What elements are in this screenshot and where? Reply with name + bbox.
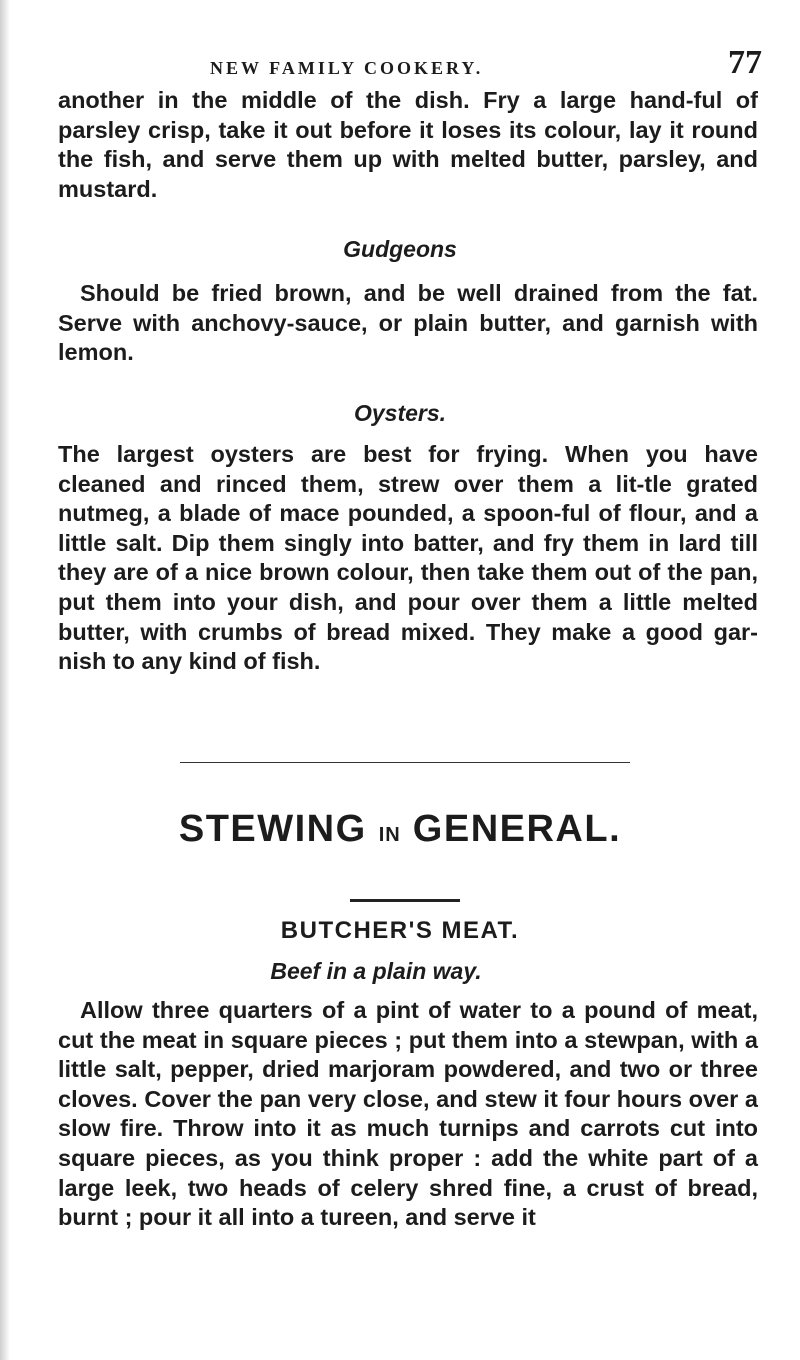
ornamental-rule [350,899,460,902]
section-title-word-stewing: STEWING [178,808,367,850]
paragraph-oysters: The largest oysters are best for frying. When you have cleaned and rinced them, strew over them a lit-tle grated nutmeg, a blade of mace pounded, a spoon-ful of flour, and a little salt. Dip them singly into batter, and fry them in lard till they are of a nice brown colour, then take them out of the pan, put them into your dish, and pour over them a little melted butter, with crumbs of bread mixed. They make a good gar-nish to any kind of fish. [58,441,758,675]
section-divider-rule [180,762,630,763]
heading-butchers-meat: BUTCHER'S MEAT. [280,917,520,944]
page-number: 77 [728,44,762,81]
heading-gudgeons: Gudgeons [343,236,457,262]
heading-oysters: Oysters. [353,400,447,426]
paragraph-gudgeons: Should be fried brown, and be well drained from the fat. Serve with anchovy-sauce, or plain butter, and garnish with lemon. [58,280,758,366]
section-title [0,808,800,851]
running-head: NEW FAMILY COOKERY. [210,58,484,78]
section-title-word-in: IN [378,824,401,846]
paragraph-parsley: another in the middle of the dish. Fry a large hand-ful of parsley crisp, take it out before it loses its colour, lay it round the fish, and serve them up with melted butter, parsley, and mustard. [58,87,758,202]
paragraph-beef: Allow three quarters of a pint of water to a pound of meat, cut the meat in square pieces ; put them into a stewpan, with a little salt, pepper, dried marjoram powdered, and two or three cloves. Cover the pan very close, and stew it four hours over a slow fire. Throw into it as much turnips and carrots cut into square pieces, as you think proper : add the white part of a large leek, two heads of celery shred fine, a crust of bread, burnt ; pour it all into a tureen, and serve it [58,997,758,1231]
heading-beef-plain-way: Beef in a plain way. [270,958,482,984]
page-gutter-shadow [0,0,10,1360]
section-title-word-general: GENERAL. [412,808,622,850]
